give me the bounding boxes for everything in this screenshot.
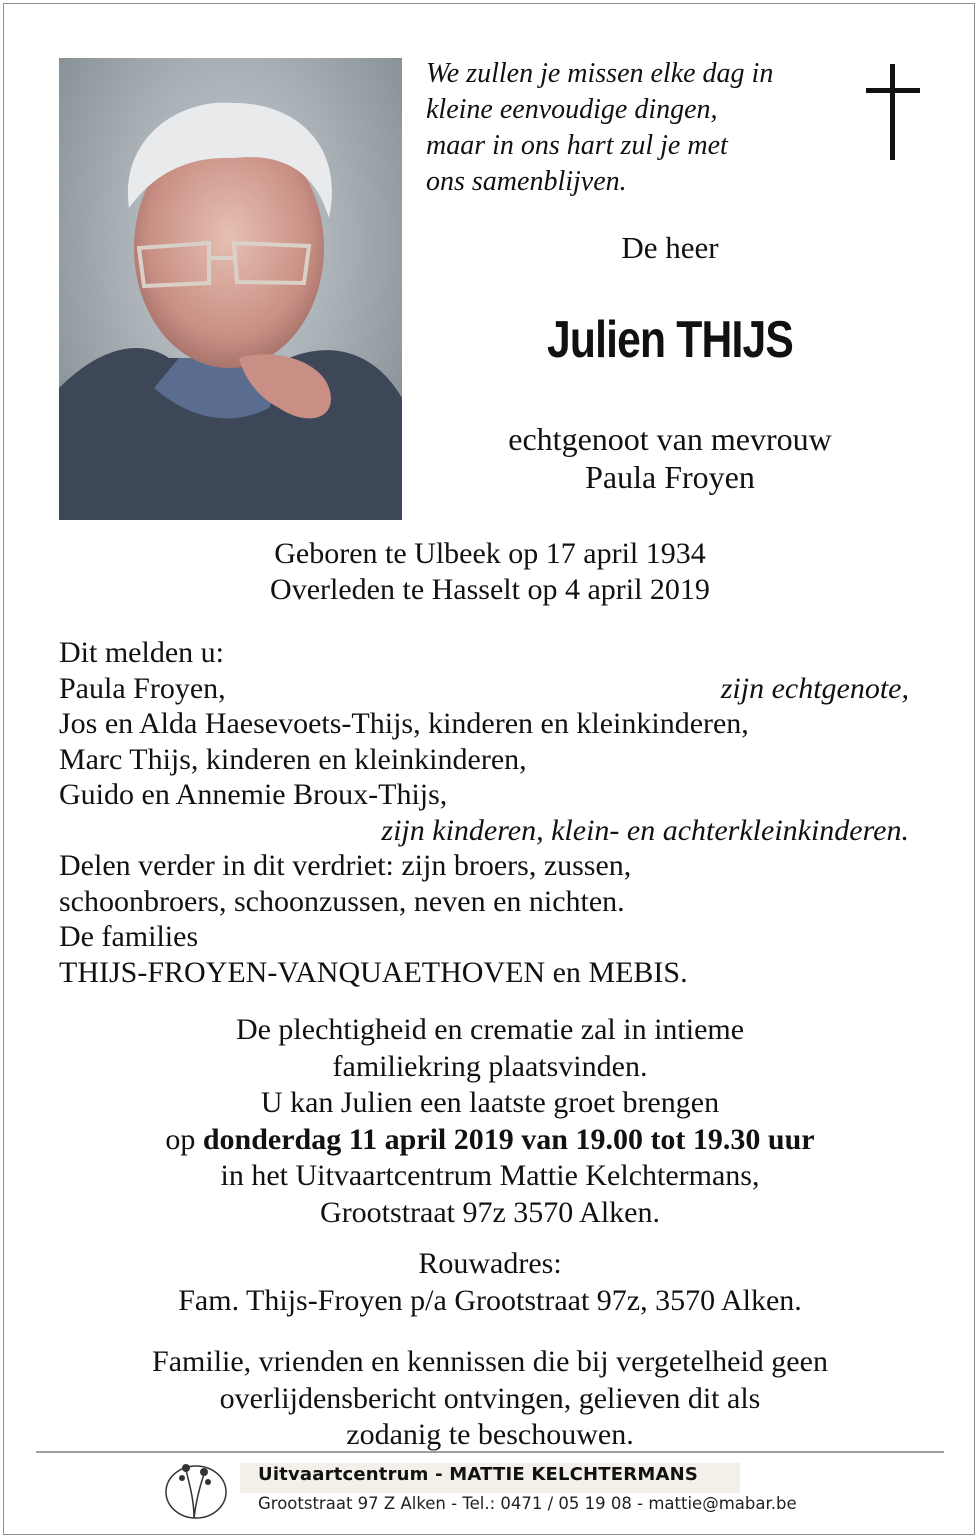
ceremony-line: in het Uitvaartcentrum Mattie Kelchtermans, xyxy=(220,1159,760,1192)
ceremony-prefix: op xyxy=(165,1122,203,1156)
verse-line: kleine eenvoudige dingen, xyxy=(426,94,718,125)
ceremony-datetime xyxy=(0,1122,980,1159)
death-line: Overleden te Hasselt op 4 april 2019 xyxy=(270,573,710,606)
verse-line: maar in ons hart zul je met xyxy=(426,130,728,161)
ceremony-line: U kan Julien een laatste groet brengen xyxy=(260,1086,720,1119)
mourning-address xyxy=(0,1246,980,1319)
announcement-line: schoonbroers, schoonzussen, neven en nichten. xyxy=(59,884,625,918)
verse-line: ons samenblijven. xyxy=(426,166,627,197)
birth-line: Geboren te Ulbeek op 17 april 1934 xyxy=(274,537,706,570)
family-announcement xyxy=(59,635,909,990)
relation-label: zijn echtgenote, xyxy=(720,671,909,705)
relative-name: Paula Froyen, xyxy=(59,671,226,705)
spouse-name: Paula Froyen xyxy=(585,459,755,495)
ceremony-line: Grootstraat 97z 3570 Alken. xyxy=(320,1195,660,1229)
announcement-line: Marc Thijs, kinderen en kleinkinderen, xyxy=(59,742,527,776)
footer-divider xyxy=(36,1451,944,1453)
spouse-line: echtgenoot van mevrouw xyxy=(508,421,832,457)
announcement-line: Guido en Annemie Broux-Thijs, xyxy=(59,778,448,811)
announcement-line: Jos en Alda Haesevoets-Thijs, kinderen en kleinkinderen, xyxy=(59,707,749,740)
memorial-verse xyxy=(426,56,856,200)
ceremony-info xyxy=(0,1012,980,1231)
funeral-home-name: Uitvaartcentrum - MATTIE KELCHTERMANS xyxy=(258,1464,699,1485)
notice-line: Familie, vrienden en kennissen die bij vergetelheid geen xyxy=(152,1345,828,1378)
notice xyxy=(0,1344,980,1454)
portrait-photo xyxy=(59,58,402,520)
announcement-line xyxy=(59,671,909,707)
ceremony-line: De plechtigheid en crematie zal in intieme xyxy=(235,1013,745,1046)
flower-logo-icon xyxy=(160,1456,232,1522)
life-dates xyxy=(0,536,980,608)
announcement-intro: Dit melden u: xyxy=(59,636,224,669)
honorific: De heer xyxy=(621,230,719,265)
address-label: Rouwadres: xyxy=(418,1247,562,1280)
relation-label: zijn kinderen, klein- en achterkleinkinderen. xyxy=(381,813,909,847)
announcement-line: De families xyxy=(59,920,199,953)
deceased-name: Julien THIJS xyxy=(546,311,794,369)
announcement-line: Delen verder in dit verdriet: zijn broers, zussen, xyxy=(59,849,632,882)
ceremony-line: familiekring plaatsvinden. xyxy=(332,1049,648,1083)
announcement-line: THIJS-FROYEN-VANQUAETHOVEN en MEBIS. xyxy=(59,955,688,989)
notice-line: overlijdensbericht ontvingen, gelieven dit als xyxy=(219,1381,761,1415)
cross-icon xyxy=(866,64,920,160)
funeral-home-contact: Grootstraat 97 Z Alken - Tel.: 0471 / 05 19 08 - mattie@mabar.be xyxy=(258,1494,797,1513)
ceremony-date: donderdag 11 april 2019 van 19.00 tot 19.30 uur xyxy=(202,1122,815,1156)
notice-line: zodanig te beschouwen. xyxy=(346,1418,634,1451)
verse-line: We zullen je missen elke dag in xyxy=(426,58,774,89)
spouse-block xyxy=(430,420,910,496)
address-value: Fam. Thijs-Froyen p/a Grootstraat 97z, 3570 Alken. xyxy=(178,1283,802,1317)
